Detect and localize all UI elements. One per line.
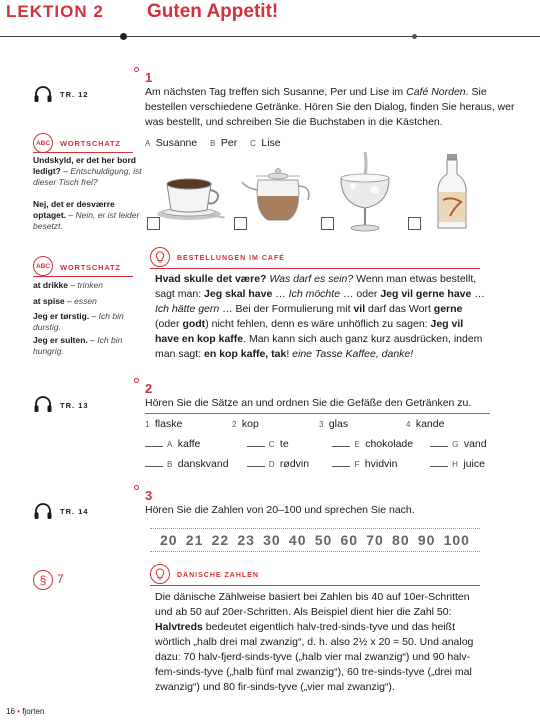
exercise-number: 3 xyxy=(145,488,153,503)
vocabulary-rule xyxy=(33,152,133,153)
exercise-number: 2 xyxy=(145,381,153,396)
tip-label: BESTELLUNGEN IM CAFÉ xyxy=(177,255,285,262)
header-dot-small xyxy=(412,34,417,39)
number-item[interactable]: 80 xyxy=(392,532,410,548)
answer-blank[interactable] xyxy=(332,438,350,447)
page-footer: 16 • fjorten xyxy=(6,707,45,716)
number-item[interactable]: 40 xyxy=(288,532,307,548)
number-item[interactable]: 50 xyxy=(314,532,333,548)
headphones-icon[interactable] xyxy=(33,395,53,413)
number-item[interactable]: 22 xyxy=(211,532,230,548)
water-glass-image xyxy=(323,152,407,232)
vocabulary-icon: ABC xyxy=(33,133,53,153)
answer-blank[interactable] xyxy=(145,438,163,447)
track-label-14: TR. 14 xyxy=(60,507,89,516)
teapot-image xyxy=(236,152,320,232)
number-strip xyxy=(150,528,480,552)
vessel-list: 1 flaske 2 kop 3 glas 4 kande xyxy=(145,418,445,430)
answer-box[interactable] xyxy=(408,217,421,230)
number-item[interactable]: 100 xyxy=(443,532,470,548)
number-item[interactable]: 30 xyxy=(263,532,281,548)
exercise-marker xyxy=(134,485,139,490)
tip-label: DÄNISCHE ZAHLEN xyxy=(177,572,259,579)
vocabulary-item: Jeg er sulten. – Ich bin hungrig. xyxy=(33,335,123,356)
tip-rule xyxy=(150,268,480,269)
page-title: Guten Appetit! xyxy=(147,1,279,22)
track-label-13: TR. 13 xyxy=(60,401,89,410)
number-item[interactable]: 70 xyxy=(366,532,384,548)
exercise-marker xyxy=(134,67,139,72)
number-item[interactable]: 20 xyxy=(160,532,178,548)
drink-row: A kaffe C te E chokolade G vand xyxy=(145,438,490,450)
lesson-label: LEKTION 2 xyxy=(6,2,104,21)
page-number: 16 xyxy=(6,707,15,716)
answer-blank[interactable] xyxy=(430,438,448,447)
answer-box[interactable] xyxy=(321,217,334,230)
vocabulary-icon: ABC xyxy=(33,256,53,276)
answer-blank[interactable] xyxy=(332,458,350,467)
track-label-12: TR. 12 xyxy=(60,90,89,99)
lightbulb-icon xyxy=(150,247,170,267)
exercise-marker xyxy=(134,378,139,383)
header-rule xyxy=(0,36,540,37)
tip-body: Hvad skulle det være? Was darf es sein? Wenn man etwas bestellt, sagt man: Jeg skal have … Ich möchte … oder Jeg vil gerne have … Ich hätte gern … Bei der Formulierung mit vil darf das Wort gerne (oder godt) nicht fehlen, denn es wäre unhöflich zu sagen: Jeg vil have en kop kaffe. Man kann sich auch ganz kurz ausdrücken, indem man sagt: en kop kaffe, tak! eine Tasse Kaffee, danke! xyxy=(155,273,485,360)
drink-row: B danskvand D rødvin F hvidvin H juice xyxy=(145,458,490,470)
vocabulary-item: at drikke – trinken xyxy=(33,280,103,290)
answer-blank[interactable] xyxy=(247,438,265,447)
grammar-paragraph-icon: § xyxy=(33,570,53,590)
exercise-number: 1 xyxy=(145,70,153,85)
vocabulary-item: at spise – essen xyxy=(33,296,97,306)
section-number: 7 xyxy=(57,572,64,586)
header-dot xyxy=(120,33,127,40)
exercise-instruction: Am nächsten Tag treffen sich Susanne, Per und Lise im Café Norden. Sie bestellen verschiedene Getränke. Hören Sie den Dialog, finden Sie heraus, wer was bestellt, und schreiben Sie die Buchstaben in die Kästchen. xyxy=(145,86,515,128)
number-item[interactable]: 21 xyxy=(185,532,204,548)
headphones-icon[interactable] xyxy=(33,85,53,103)
tip-body: Die dänische Zählweise basiert bei Zahlen bis 40 auf 10er-Schritten und ab 50 auf 20er-Schritten. Als Beispiel dient hier die Zahl 50: Halvtreds bedeutet eigentlich halv-tred-sinds-tyve und das heißt wörtlich „halb drei mal zwanzig“, d. h. also 2½ x 20 = 50. Und analog dazu: 70 halv-fjerd-sinds-tyve („halb vier mal zwanzig“) und 90 halv-fem-sinds-tyve („halb fünf mal zwanzig“), 60 tre-sinds-tyve („drei mal zwanzig“) und 80 fir-sinds-tyve („vier mal zwanzig“). xyxy=(155,591,474,693)
vocabulary-label: WORTSCHATZ xyxy=(60,139,121,148)
juice-bottle-image xyxy=(410,152,494,232)
answer-blank[interactable] xyxy=(247,458,265,467)
vocabulary-item: Nej, det er desværre optaget. – Nein, er ist leider besetzt. xyxy=(33,199,140,231)
exercise-rule xyxy=(145,413,490,414)
lightbulb-icon xyxy=(150,564,170,584)
vocabulary-rule xyxy=(33,276,133,277)
page-number-word: fjorten xyxy=(22,707,45,716)
answer-box[interactable] xyxy=(234,217,247,230)
exercise-instruction: Hören Sie die Sätze an und ordnen Sie die Gefäße den Getränken zu. xyxy=(145,397,472,409)
headphones-icon[interactable] xyxy=(33,502,53,520)
answer-box[interactable] xyxy=(147,217,160,230)
number-item[interactable]: 90 xyxy=(417,532,436,548)
vocabulary-label: WORTSCHATZ xyxy=(60,263,121,272)
vocabulary-item: Jeg er tørstig. – Ich bin durstig. xyxy=(33,311,124,332)
number-item[interactable]: 60 xyxy=(340,532,359,548)
people-options: A Susanne B Per C Lise xyxy=(145,137,281,149)
tip-rule xyxy=(150,585,480,586)
vocabulary-item: Undskyld, er det her bord ledigt? – Entschuldigung, ist dieser Tisch frei? xyxy=(33,155,142,187)
answer-blank[interactable] xyxy=(145,458,163,467)
exercise-instruction: Hören Sie die Zahlen von 20–100 und sprechen Sie nach. xyxy=(145,504,415,516)
answer-blank[interactable] xyxy=(430,458,448,467)
number-item[interactable]: 23 xyxy=(237,532,255,548)
